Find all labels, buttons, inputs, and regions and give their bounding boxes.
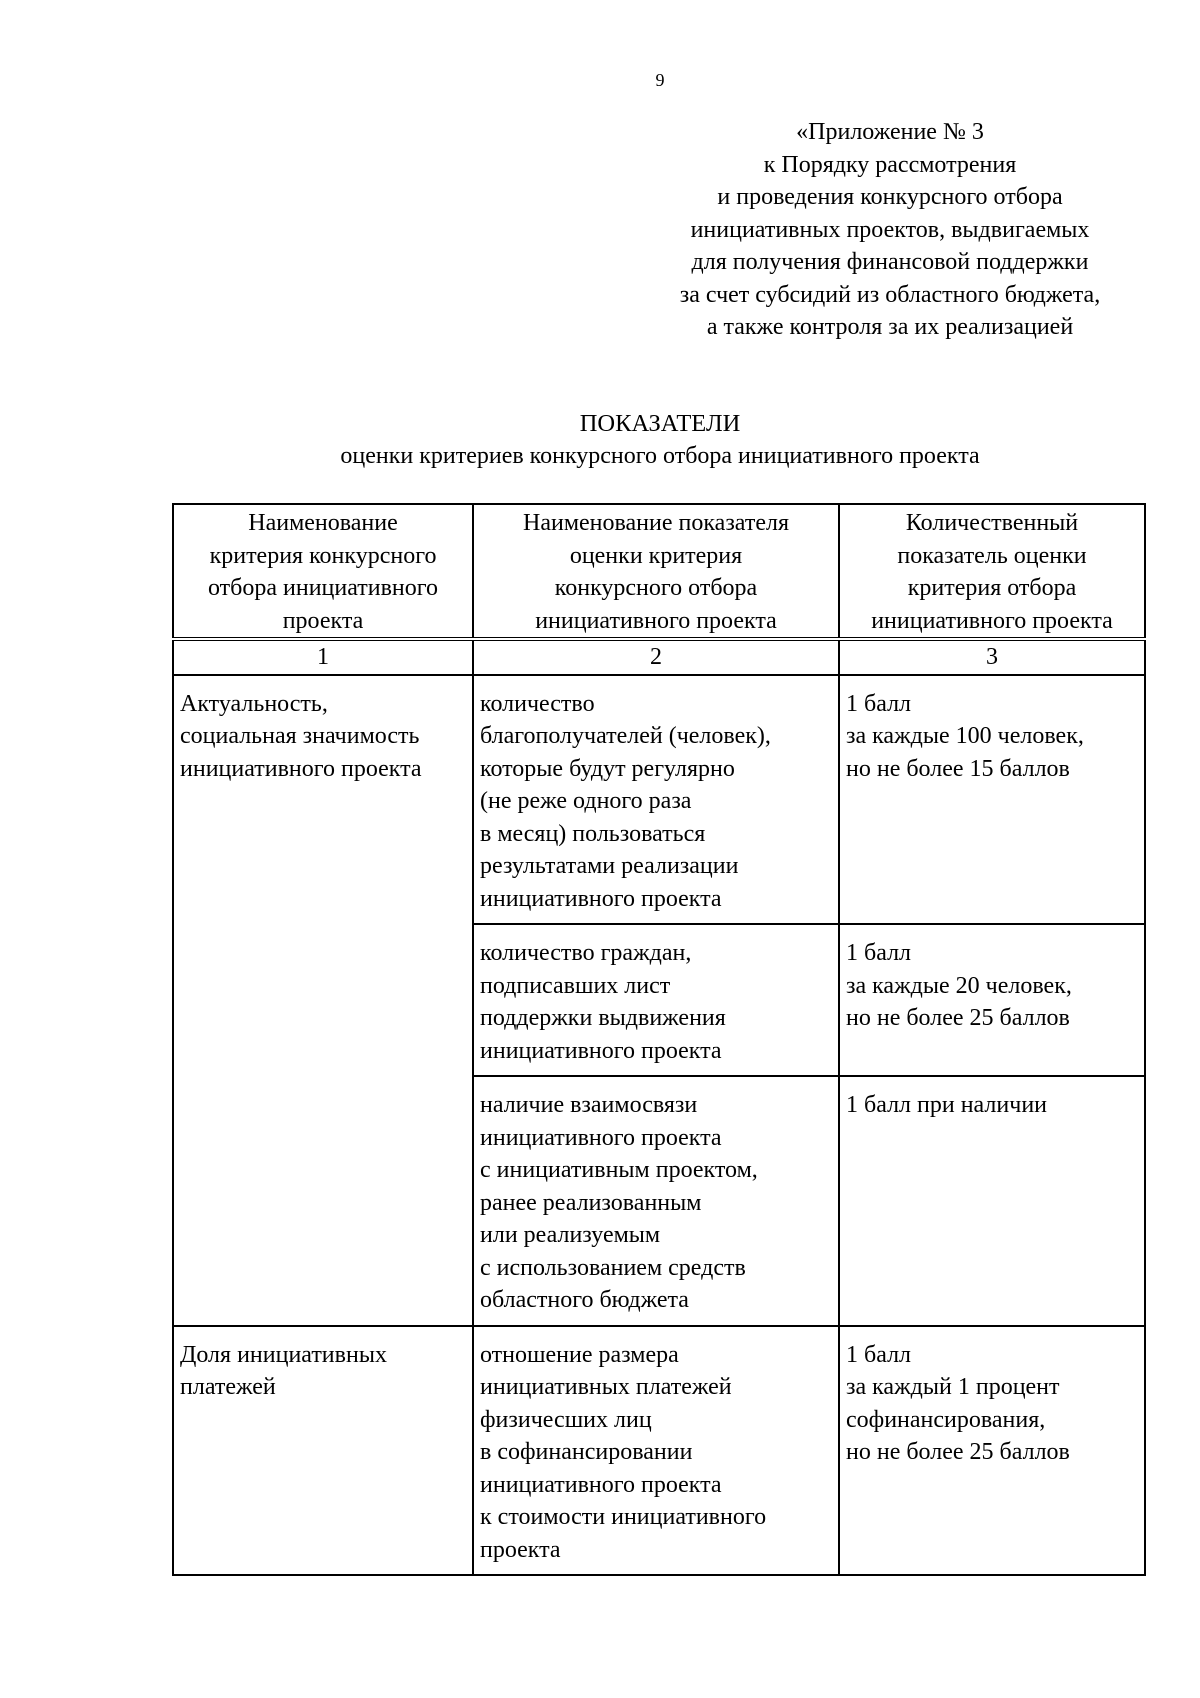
table-row	[173, 675, 1145, 925]
score-cell: 1 балл при наличии	[839, 1076, 1145, 1326]
appendix-line: к Порядку рассмотрения	[763, 151, 1017, 178]
appendix-line: за счет субсидий из областного бюджета,	[679, 281, 1101, 308]
table-row	[173, 1326, 1145, 1576]
indicator-cell: отношение размера инициативных платежей физичесших лиц в софинансировании инициативного проекта к стоимости инициативного проекта	[473, 1326, 839, 1576]
header-criterion: Наименование критерия конкурсного отбора инициативного проекта	[173, 504, 473, 639]
indicator-cell: количество граждан, подписавших лист поддержки выдвижения инициативного проекта	[473, 924, 839, 1076]
criteria-table	[172, 503, 1146, 1576]
document-title: ПОКАЗАТЕЛИ	[579, 410, 741, 437]
header-indicator: Наименование показателя оценки критерия конкурсного отбора инициативного проекта	[473, 504, 839, 639]
score-cell: 1 балл за каждый 1 процент софинансирования, но не более 25 баллов	[839, 1326, 1145, 1576]
column-number: 1	[173, 639, 473, 675]
appendix-line: а также контроля за их реализацией	[706, 314, 1074, 340]
appendix-line: инициативных проектов, выдвигаемых	[690, 216, 1090, 243]
score-cell: 1 балл за каждые 100 человек, но не более 15 баллов	[839, 675, 1145, 925]
document-subtitle: оценки критериев конкурсного отбора инициативного проекта	[340, 443, 980, 469]
appendix-line: «Приложение № 3	[796, 119, 984, 145]
table-header-row	[173, 504, 1145, 639]
criterion-cell: Доля инициативных платежей	[173, 1326, 473, 1576]
indicator-cell: наличие взаимосвязи инициативного проекта с инициативным проектом, ранее реализованным или реализуемым с использованием средств областного бюджета	[473, 1076, 839, 1326]
page-number: 9	[655, 70, 665, 90]
column-number: 2	[473, 639, 839, 675]
appendix-line: для получения финансовой поддержки	[691, 249, 1089, 275]
indicator-cell: количество благополучателей (человек), которые будут регулярно (не реже одного раза в месяц) пользоваться результатами реализации инициативного проекта	[473, 675, 839, 925]
appendix-line: и проведения конкурсного отбора	[717, 184, 1063, 210]
header-score: Количественный показатель оценки критерия отбора инициативного проекта	[839, 504, 1145, 639]
column-number: 3	[839, 639, 1145, 675]
column-numbers-row	[173, 639, 1145, 675]
appendix-heading	[620, 116, 1160, 344]
criterion-cell: Актуальность, социальная значимость инициативного проекта	[173, 675, 473, 1326]
score-cell: 1 балл за каждые 20 человек, но не более 25 баллов	[839, 924, 1145, 1076]
